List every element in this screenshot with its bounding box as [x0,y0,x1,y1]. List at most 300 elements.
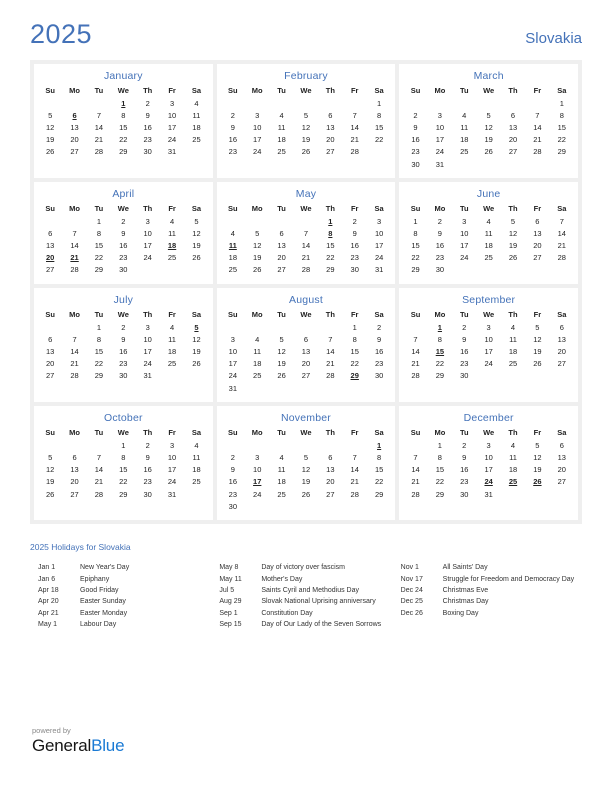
day-cell[interactable]: 19 [484,135,493,145]
day-cell[interactable]: 17 [460,241,469,251]
day-cell[interactable]: 28 [533,147,542,157]
day-cell[interactable]: 14 [70,347,79,357]
day-cell[interactable]: 26 [301,147,311,157]
day-cell-holiday[interactable]: 17 [253,477,262,487]
day-cell[interactable]: 8 [413,228,418,238]
day-cell[interactable]: 11 [509,334,517,344]
day-cell[interactable]: 29 [557,147,566,157]
day-cell[interactable]: 4 [169,216,175,226]
day-cell[interactable]: 9 [121,228,126,238]
day-cell[interactable]: 28 [350,489,359,499]
day-cell[interactable]: 31 [143,371,152,381]
day-cell[interactable]: 18 [253,359,262,369]
day-cell[interactable]: 3 [462,216,467,226]
day-cell[interactable]: 3 [377,216,382,226]
day-cell[interactable]: 2 [230,452,235,462]
day-cell[interactable]: 2 [413,110,418,120]
day-cell[interactable]: 27 [557,477,566,487]
day-cell[interactable]: 6 [510,110,516,120]
day-cell[interactable]: 30 [411,159,420,169]
day-cell[interactable]: 8 [121,110,126,120]
day-cell[interactable]: 5 [486,110,491,120]
day-cell[interactable]: 25 [460,147,469,157]
day-cell[interactable]: 25 [277,489,286,499]
day-cell[interactable]: 15 [435,465,445,475]
day-cell[interactable]: 23 [119,359,128,369]
day-cell[interactable]: 12 [253,241,262,251]
day-cell[interactable]: 11 [168,334,176,344]
day-cell[interactable]: 22 [374,477,384,487]
day-cell[interactable]: 25 [277,147,286,157]
day-cell[interactable]: 17 [228,359,238,369]
day-cell[interactable]: 1 [96,216,102,226]
day-cell[interactable]: 24 [484,359,493,369]
day-cell[interactable]: 20 [557,347,566,357]
day-cell[interactable]: 2 [121,322,126,332]
day-cell[interactable]: 20 [508,135,518,145]
day-cell[interactable]: 27 [301,371,311,381]
day-cell[interactable]: 26 [533,359,542,369]
day-cell[interactable]: 14 [411,347,420,357]
day-cell-holiday[interactable]: 20 [46,253,55,263]
day-cell[interactable]: 5 [510,216,516,226]
day-cell[interactable]: 11 [460,122,469,132]
day-cell[interactable]: 20 [326,477,335,487]
day-cell[interactable]: 9 [352,228,357,238]
day-cell[interactable]: 20 [277,253,286,263]
day-cell[interactable]: 31 [435,159,445,169]
day-cell[interactable]: 14 [94,122,104,132]
day-cell[interactable]: 19 [192,241,201,251]
day-cell-holiday[interactable]: 26 [533,477,542,487]
day-cell[interactable]: 13 [557,334,566,344]
day-cell[interactable]: 23 [435,253,445,263]
day-cell[interactable]: 7 [303,228,309,238]
day-cell[interactable]: 14 [533,122,542,132]
day-cell[interactable]: 10 [484,334,493,344]
day-cell[interactable]: 9 [145,452,150,462]
day-cell[interactable]: 11 [192,452,201,462]
day-cell[interactable]: 30 [119,371,128,381]
day-cell[interactable]: 22 [435,477,445,487]
day-cell[interactable]: 24 [167,477,177,487]
day-cell[interactable]: 20 [326,135,335,145]
day-cell[interactable]: 29 [326,265,335,275]
day-cell[interactable]: 30 [374,371,384,381]
day-cell[interactable]: 14 [557,228,566,238]
day-cell[interactable]: 8 [96,334,102,344]
day-cell[interactable]: 15 [326,241,335,251]
day-cell[interactable]: 7 [96,110,102,120]
day-cell[interactable]: 30 [460,489,469,499]
day-cell[interactable]: 11 [277,122,286,132]
day-cell[interactable]: 13 [326,122,335,132]
day-cell[interactable]: 17 [167,122,177,132]
day-cell[interactable]: 9 [413,122,418,132]
day-cell[interactable]: 18 [192,465,201,475]
day-cell[interactable]: 11 [277,465,286,475]
day-cell[interactable]: 19 [192,347,201,357]
day-cell[interactable]: 9 [377,334,382,344]
day-cell[interactable]: 20 [46,359,55,369]
day-cell[interactable]: 25 [167,359,177,369]
day-cell[interactable]: 14 [411,465,420,475]
day-cell[interactable]: 15 [94,241,104,251]
day-cell-holiday[interactable]: 11 [228,241,237,251]
day-cell[interactable]: 26 [277,371,286,381]
day-cell[interactable]: 24 [253,147,262,157]
day-cell[interactable]: 5 [303,110,309,120]
day-cell[interactable]: 18 [484,241,493,251]
day-cell[interactable]: 24 [374,253,384,263]
day-cell[interactable]: 7 [352,110,357,120]
day-cell[interactable]: 13 [277,241,286,251]
day-cell[interactable]: 5 [535,322,540,332]
day-cell[interactable]: 26 [192,359,201,369]
day-cell[interactable]: 4 [230,228,235,238]
day-cell[interactable]: 17 [374,241,384,251]
day-cell[interactable]: 10 [374,228,384,238]
day-cell[interactable]: 16 [119,241,128,251]
day-cell[interactable]: 1 [352,322,357,332]
day-cell[interactable]: 19 [46,135,55,145]
day-cell[interactable]: 15 [94,347,104,357]
day-cell[interactable]: 14 [350,465,359,475]
day-cell[interactable]: 31 [167,489,177,499]
day-cell[interactable]: 22 [374,135,384,145]
day-cell[interactable]: 12 [46,122,55,132]
day-cell[interactable]: 1 [96,322,102,332]
day-cell[interactable]: 15 [119,465,128,475]
day-cell[interactable]: 17 [484,347,493,357]
day-cell[interactable]: 19 [533,347,542,357]
day-cell[interactable]: 7 [72,334,77,344]
day-cell[interactable]: 30 [435,265,445,275]
day-cell[interactable]: 9 [230,465,235,475]
day-cell[interactable]: 14 [350,122,359,132]
day-cell[interactable]: 16 [119,347,128,357]
day-cell[interactable]: 9 [437,228,442,238]
day-cell[interactable]: 22 [94,253,104,263]
day-cell[interactable]: 22 [119,477,128,487]
day-cell[interactable]: 25 [484,253,493,263]
day-cell[interactable]: 5 [255,228,260,238]
day-cell[interactable]: 16 [143,465,152,475]
day-cell[interactable]: 20 [557,465,566,475]
day-cell[interactable]: 17 [435,135,445,145]
day-cell[interactable]: 9 [462,452,467,462]
day-cell[interactable]: 13 [508,122,518,132]
day-cell[interactable]: 22 [435,359,445,369]
day-cell[interactable]: 6 [48,228,53,238]
day-cell[interactable]: 12 [192,334,201,344]
day-cell[interactable]: 6 [328,452,333,462]
day-cell[interactable]: 10 [253,122,262,132]
day-cell[interactable]: 21 [326,359,335,369]
day-cell[interactable]: 16 [143,122,152,132]
day-cell[interactable]: 7 [96,452,102,462]
day-cell[interactable]: 1 [377,98,382,108]
day-cell[interactable]: 2 [462,440,467,450]
day-cell[interactable]: 30 [460,371,469,381]
day-cell[interactable]: 7 [72,228,77,238]
day-cell[interactable]: 3 [255,110,260,120]
day-cell[interactable]: 2 [462,322,467,332]
day-cell[interactable]: 27 [326,489,335,499]
day-cell[interactable]: 23 [374,359,384,369]
day-cell[interactable]: 9 [462,334,467,344]
day-cell[interactable]: 16 [460,347,469,357]
day-cell[interactable]: 8 [437,334,442,344]
day-cell[interactable]: 8 [121,452,126,462]
day-cell[interactable]: 21 [350,135,359,145]
day-cell[interactable]: 22 [119,135,128,145]
day-cell[interactable]: 28 [411,371,420,381]
day-cell[interactable]: 18 [192,122,201,132]
day-cell[interactable]: 23 [228,489,238,499]
day-cell[interactable]: 14 [70,241,79,251]
day-cell[interactable]: 8 [96,228,102,238]
day-cell[interactable]: 19 [46,477,55,487]
day-cell[interactable]: 21 [70,359,79,369]
day-cell[interactable]: 12 [301,465,311,475]
day-cell[interactable]: 22 [326,253,335,263]
day-cell[interactable]: 11 [484,228,493,238]
day-cell[interactable]: 25 [192,477,201,487]
day-cell[interactable]: 4 [255,334,260,344]
day-cell[interactable]: 26 [192,253,201,263]
day-cell[interactable]: 4 [169,322,175,332]
day-cell[interactable]: 16 [435,241,445,251]
day-cell[interactable]: 8 [377,452,382,462]
day-cell[interactable]: 27 [326,147,335,157]
day-cell-holiday[interactable]: 18 [167,241,177,251]
day-cell[interactable]: 1 [413,216,418,226]
day-cell[interactable]: 2 [352,216,357,226]
day-cell[interactable]: 7 [352,452,357,462]
day-cell[interactable]: 28 [326,371,335,381]
day-cell[interactable]: 24 [143,359,152,369]
day-cell[interactable]: 2 [145,440,150,450]
day-cell[interactable]: 3 [169,440,175,450]
day-cell[interactable]: 4 [194,440,199,450]
day-cell[interactable]: 22 [411,253,420,263]
day-cell[interactable]: 15 [557,122,566,132]
day-cell[interactable]: 6 [303,334,309,344]
day-cell-holiday[interactable]: 1 [121,98,126,108]
day-cell-holiday[interactable]: 24 [484,477,493,487]
day-cell[interactable]: 15 [374,465,384,475]
day-cell[interactable]: 4 [279,452,284,462]
day-cell[interactable]: 21 [411,477,420,487]
day-cell[interactable]: 28 [70,265,79,275]
day-cell[interactable]: 7 [328,334,333,344]
day-cell[interactable]: 15 [411,241,420,251]
day-cell[interactable]: 29 [435,371,445,381]
day-cell[interactable]: 8 [559,110,564,120]
day-cell[interactable]: 13 [557,452,566,462]
day-cell[interactable]: 21 [94,135,104,145]
day-cell[interactable]: 13 [70,465,79,475]
day-cell[interactable]: 4 [510,322,516,332]
day-cell[interactable]: 3 [486,322,491,332]
day-cell[interactable]: 8 [352,334,357,344]
day-cell[interactable]: 25 [253,371,262,381]
day-cell[interactable]: 23 [460,359,469,369]
day-cell[interactable]: 31 [167,147,177,157]
day-cell[interactable]: 14 [326,347,335,357]
day-cell[interactable]: 21 [301,253,311,263]
day-cell[interactable]: 26 [484,147,493,157]
day-cell[interactable]: 3 [255,452,260,462]
day-cell[interactable]: 13 [46,241,55,251]
day-cell[interactable]: 21 [533,135,542,145]
day-cell[interactable]: 27 [46,265,55,275]
day-cell-holiday[interactable]: 25 [508,477,518,487]
day-cell[interactable]: 27 [533,253,542,263]
day-cell[interactable]: 30 [350,265,359,275]
day-cell[interactable]: 26 [46,147,55,157]
day-cell[interactable]: 23 [350,253,359,263]
day-cell[interactable]: 18 [508,347,518,357]
day-cell[interactable]: 23 [460,477,469,487]
day-cell[interactable]: 21 [350,477,359,487]
day-cell-holiday[interactable]: 1 [437,322,442,332]
day-cell-holiday[interactable]: 29 [350,371,359,381]
day-cell[interactable]: 26 [301,489,311,499]
day-cell[interactable]: 1 [121,440,126,450]
day-cell[interactable]: 30 [143,489,152,499]
day-cell[interactable]: 18 [228,253,238,263]
day-cell[interactable]: 10 [143,334,152,344]
day-cell[interactable]: 28 [94,489,104,499]
day-cell[interactable]: 16 [460,465,469,475]
day-cell[interactable]: 4 [194,98,199,108]
day-cell[interactable]: 5 [303,452,309,462]
day-cell[interactable]: 16 [228,135,238,145]
day-cell[interactable]: 3 [145,322,150,332]
day-cell[interactable]: 26 [253,265,262,275]
day-cell[interactable]: 27 [277,265,286,275]
day-cell[interactable]: 27 [70,489,79,499]
day-cell[interactable]: 18 [167,347,177,357]
day-cell[interactable]: 28 [350,147,359,157]
day-cell[interactable]: 27 [557,359,566,369]
day-cell[interactable]: 15 [374,122,384,132]
day-cell[interactable]: 16 [350,241,359,251]
day-cell[interactable]: 20 [70,135,79,145]
day-cell[interactable]: 24 [143,253,152,263]
day-cell[interactable]: 2 [437,216,442,226]
day-cell[interactable]: 10 [460,228,469,238]
day-cell[interactable]: 12 [508,228,518,238]
day-cell[interactable]: 18 [277,477,286,487]
day-cell-holiday[interactable]: 21 [70,253,79,263]
day-cell[interactable]: 21 [94,477,104,487]
day-cell[interactable]: 3 [230,334,235,344]
day-cell[interactable]: 28 [301,265,311,275]
day-cell[interactable]: 29 [119,489,128,499]
day-cell[interactable]: 4 [279,110,284,120]
day-cell[interactable]: 25 [167,253,177,263]
day-cell[interactable]: 10 [253,465,262,475]
day-cell[interactable]: 20 [70,477,79,487]
day-cell[interactable]: 23 [143,135,152,145]
day-cell[interactable]: 17 [167,465,177,475]
day-cell[interactable]: 30 [143,147,152,157]
day-cell[interactable]: 7 [535,110,540,120]
day-cell[interactable]: 6 [559,440,564,450]
day-cell[interactable]: 5 [48,452,53,462]
day-cell[interactable]: 27 [70,147,79,157]
day-cell[interactable]: 26 [46,489,55,499]
day-cell[interactable]: 6 [48,334,53,344]
day-cell[interactable]: 6 [279,228,284,238]
day-cell[interactable]: 12 [277,347,286,357]
day-cell[interactable]: 3 [145,216,150,226]
day-cell[interactable]: 27 [508,147,518,157]
day-cell[interactable]: 19 [253,253,262,263]
day-cell[interactable]: 24 [167,135,177,145]
day-cell[interactable]: 18 [277,135,286,145]
day-cell[interactable]: 19 [301,135,311,145]
day-cell[interactable]: 12 [301,122,311,132]
day-cell[interactable]: 13 [326,465,335,475]
day-cell[interactable]: 3 [486,440,491,450]
day-cell[interactable]: 22 [350,359,359,369]
day-cell[interactable]: 3 [169,98,175,108]
day-cell[interactable]: 13 [46,347,55,357]
day-cell[interactable]: 11 [509,452,517,462]
day-cell[interactable]: 6 [535,216,540,226]
day-cell[interactable]: 28 [557,253,566,263]
day-cell[interactable]: 11 [253,347,262,357]
day-cell[interactable]: 15 [119,122,128,132]
day-cell[interactable]: 4 [462,110,467,120]
day-cell[interactable]: 4 [510,440,516,450]
day-cell[interactable]: 5 [279,334,284,344]
day-cell[interactable]: 16 [411,135,420,145]
day-cell[interactable]: 13 [301,347,311,357]
day-cell[interactable]: 10 [228,347,238,357]
day-cell[interactable]: 6 [72,452,77,462]
day-cell[interactable]: 12 [533,452,542,462]
day-cell[interactable]: 7 [559,216,564,226]
day-cell[interactable]: 2 [121,216,126,226]
day-cell[interactable]: 25 [228,265,238,275]
day-cell[interactable]: 23 [143,477,152,487]
day-cell[interactable]: 13 [533,228,542,238]
day-cell[interactable]: 27 [46,371,55,381]
day-cell[interactable]: 5 [535,440,540,450]
day-cell[interactable]: 6 [559,322,564,332]
day-cell[interactable]: 1 [437,440,442,450]
day-cell-holiday[interactable]: 6 [72,110,77,120]
day-cell[interactable]: 28 [411,489,420,499]
day-cell[interactable]: 2 [145,98,150,108]
day-cell[interactable]: 24 [435,147,445,157]
day-cell[interactable]: 29 [94,265,104,275]
day-cell[interactable]: 14 [301,241,311,251]
day-cell-holiday[interactable]: 1 [377,440,382,450]
day-cell-holiday[interactable]: 5 [194,322,199,332]
day-cell[interactable]: 10 [167,452,177,462]
day-cell[interactable]: 17 [143,241,152,251]
day-cell[interactable]: 28 [94,147,104,157]
day-cell[interactable]: 19 [301,477,311,487]
day-cell[interactable]: 22 [94,359,104,369]
day-cell[interactable]: 10 [435,122,445,132]
